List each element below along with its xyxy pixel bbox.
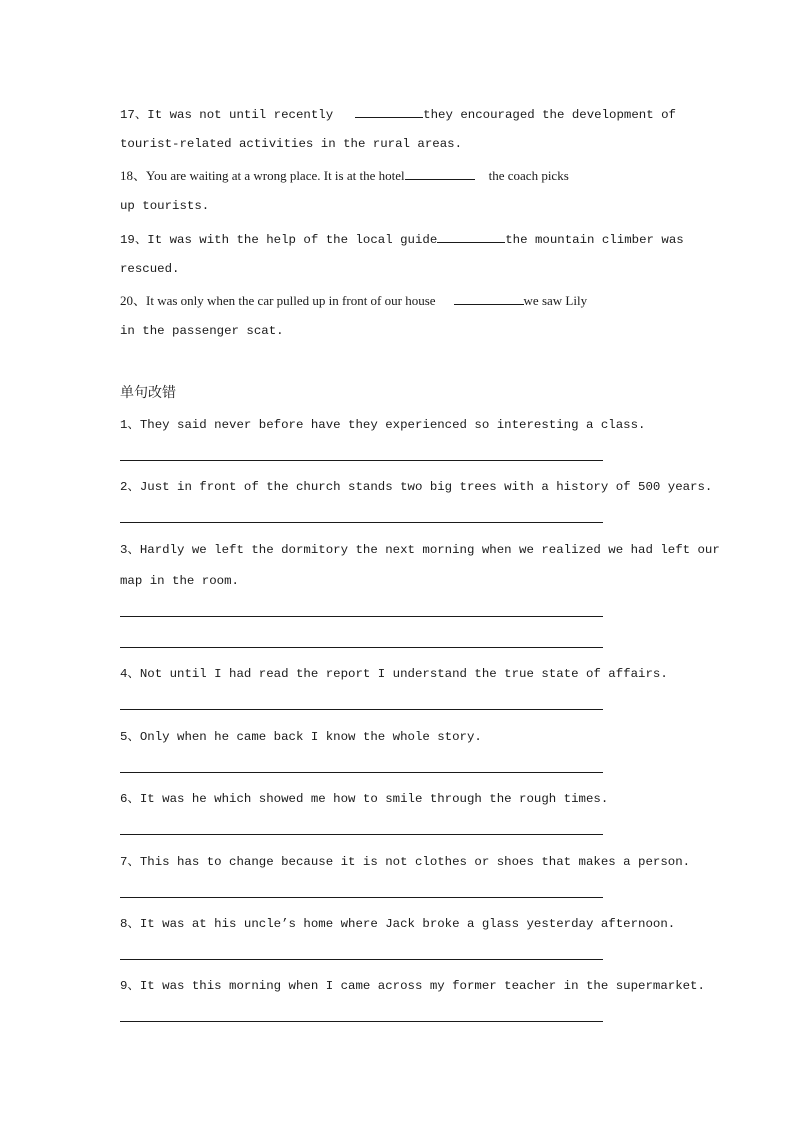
answer-line-3b[interactable] (120, 647, 603, 648)
correction-1: 1、They said never before have they experienced so interesting a class. (120, 418, 646, 432)
question-19-line2: rescued. (120, 262, 180, 276)
question-20-blank[interactable] (454, 292, 524, 305)
question-17-line1 (120, 105, 676, 123)
answer-line-7[interactable] (120, 897, 603, 898)
question-18-text-b: the coach picks (488, 168, 569, 183)
answer-line-5[interactable] (120, 772, 603, 773)
question-18-blank[interactable] (405, 167, 475, 180)
answer-line-4[interactable] (120, 709, 603, 710)
correction-2: 2、Just in front of the church stands two big trees with a history of 500 years. (120, 480, 713, 494)
question-17-text-a: 17、It was not until recently (120, 108, 334, 122)
answer-line-2[interactable] (120, 522, 603, 523)
answer-line-3a[interactable] (120, 616, 603, 617)
question-18-line2: up tourists. (120, 199, 210, 213)
correction-8: 8、It was at his uncle’s home where Jack broke a glass yesterday afternoon. (120, 917, 676, 931)
answer-line-6[interactable] (120, 834, 603, 835)
answer-line-8[interactable] (120, 959, 603, 960)
question-18-text-a: 18、You are waiting at a wrong place. It is at the hotel (120, 168, 405, 183)
correction-7: 7、This has to change because it is not clothes or shoes that makes a person. (120, 855, 691, 869)
question-20-line2: in the passenger scat. (120, 324, 284, 338)
correction-9: 9、It was this morning when I came across my former teacher in the supermarket. (120, 979, 705, 993)
question-20-line1 (120, 292, 587, 309)
question-17-text-b: they encouraged the development of (423, 108, 676, 122)
correction-4: 4、Not until I had read the report I understand the true state of affairs. (120, 667, 668, 681)
question-20-text-b: we saw Lily (523, 293, 588, 308)
question-20-text-a: 20、It was only when the car pulled up in front of our house (120, 293, 436, 308)
correction-3-cont: map in the room. (120, 574, 239, 588)
correction-6: 6、It was he which showed me how to smile through the rough times. (120, 792, 609, 806)
correction-5: 5、Only when he came back I know the whole story. (120, 730, 482, 744)
question-19-text-b: the mountain climber was (505, 233, 684, 247)
question-17-blank[interactable] (355, 105, 423, 118)
question-19-line1 (120, 230, 684, 248)
section-title: 单句改错 (120, 385, 176, 401)
answer-line-1[interactable] (120, 460, 603, 461)
question-19-blank[interactable] (437, 230, 505, 243)
answer-line-9[interactable] (120, 1021, 603, 1022)
question-19-text-a: 19、It was with the help of the local guide (120, 233, 438, 247)
question-17-line2: tourist-related activities in the rural areas. (120, 137, 463, 151)
question-18-line1 (120, 167, 569, 184)
correction-3: 3、Hardly we left the dormitory the next morning when we realized we had left our (120, 543, 720, 557)
